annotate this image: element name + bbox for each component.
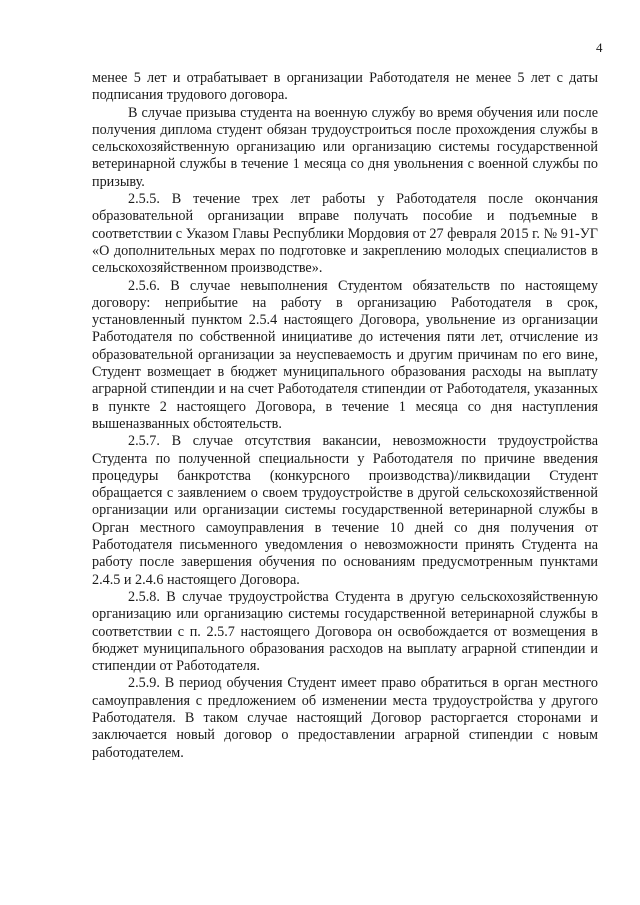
page-number: 4: [596, 40, 603, 55]
paragraph-2-5-8: 2.5.8. В случае трудоустройства Студента в другую сельскохозяйственную организацию или организацию системы государственной ветеринарной службы в соответствии с п. 2.5.7 настоящего Договора он освобождается от возмещения в бюджет муниципального образования расходов на выплату аграрной стипендии и стипендии от Работодателя.: [92, 588, 598, 675]
document-body: [92, 70, 598, 762]
paragraph-military-service: В случае призыва студента на военную службу во время обучения или после получения диплома студент обязан трудоустроиться после прохождения службы в сельскохозяйственную организацию или организацию системы государственной ветеринарной службы в течение 1 месяца со дня увольнения с военной службы по призыву.: [92, 104, 598, 190]
paragraph-2-5-6: 2.5.6. В случае невыполнения Студентом обязательств по настоящему договору: неприбытие на работу в организацию Работодателя в срок, установленный пунктом 2.5.4 настоящего Договора, увольнение из организации Работодателя по собственной инициативе до истечения пяти лет, отчисление из образовательной организации за неуспеваемость и другим причинам по его вине, Студент возмещает в бюджет муниципального образования расходы на выплату аграрной стипендии и на счет Работодателя стипендии от Работодателя, указанных в пункте 2 настоящего Договора, в течение 1 месяца со дня наступления вышеназванных обстоятельств.: [92, 277, 598, 432]
paragraph-2-5-7: 2.5.7. В случае отсутствия вакансии, невозможности трудоустройства Студента по полученной специальности у Работодателя по причине введения процедуры банкротства (конкурсного производства)/ликвидации Студент обращается с заявлением о своем трудоустройстве в другой сельскохозяйственной организации или организации системы государственной ветеринарной службы в Орган местного самоуправления в течение 10 дней со дня получения от Работодателя письменного уведомления о невозможности принять Студента на работу после завершения обучения по основаниям предусмотренным пунктами 2.4.5 и 2.4.6 настоящего Договора.: [92, 433, 598, 588]
paragraph-continuation: менее 5 лет и отрабатывает в организации Работодателя не менее 5 лет с даты подписания трудового договора.: [92, 70, 598, 104]
paragraph-2-5-9: 2.5.9. В период обучения Студент имеет право обратиться в орган местного самоуправления с предложением об изменении места трудоустройства у другого Работодателя. В таком случае настоящий Договор расторгается сторонами и заключается новый договор о предоставлении аграрной стипендии с новым работодателем.: [92, 675, 598, 761]
paragraph-2-5-5: 2.5.5. В течение трех лет работы у Работодателя после окончания образовательной организации вправе получать пособие и подъемные в соответствии с Указом Главы Республики Мордовия от 27 февраля 2015 г. № 91-УГ «О дополнительных мерах по подготовке и закреплению молодых специалистов в сельскохозяйственном производстве».: [92, 191, 598, 277]
